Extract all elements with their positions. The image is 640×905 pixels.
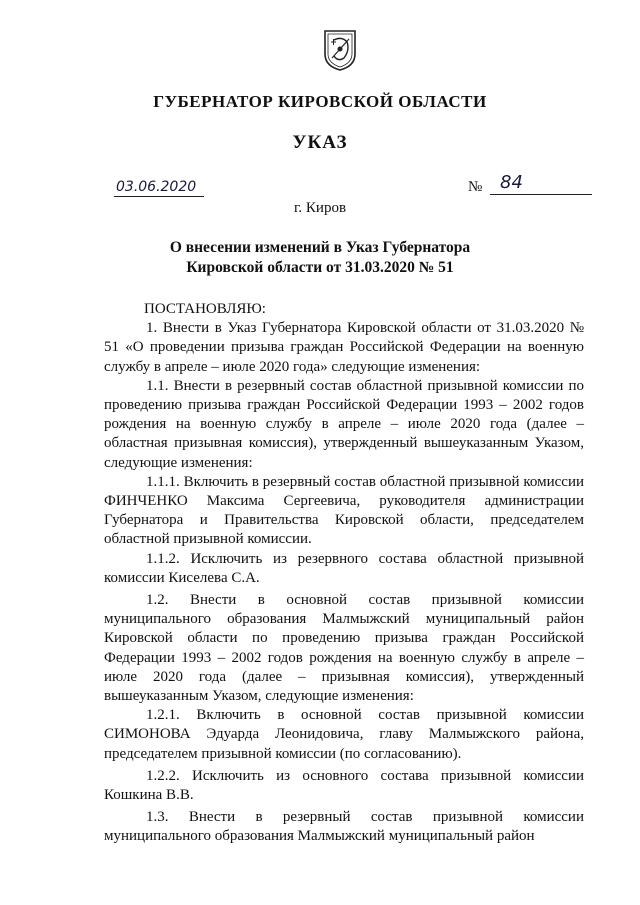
paragraph-1-1: 1.1. Внести в резервный состав областной призывной комиссии по проведению призыва граждан Российской Федерации 1993 – 2002 годов рождения на военную службу в апреле – июле 2020 года (далее – областная призывная комиссия), утвержденный вышеуказанным Указом, следующие изменения: <box>104 377 584 471</box>
paragraph-1-2-2: 1.2.2. Исключить из основного состава призывной комиссии Кошкина В.В. <box>104 767 584 804</box>
document-title <box>0 238 640 278</box>
paragraph-1-3: 1.3. Внести в резервный состав призывной комиссии муниципального образования Малмыжский муниципальный район <box>104 809 584 845</box>
title-line-1: О внесении изменений в Указ Губернатора <box>169 239 471 256</box>
issuing-authority: ГУБЕРНАТОР КИРОВСКОЙ ОБЛАСТИ <box>153 92 487 111</box>
paragraph-1-2: 1.2. Внести в основной состав призывной комиссии муниципального образования Малмыжский муниципальный район Кировской области по проведению призыва граждан Российской Федерации 1993 – 2002 годов рождения на военную службу в апреле – июле 2020 года (далее – призывная комиссия), утвержденный вышеуказанным Указом, следующие изменения: <box>104 592 584 705</box>
document-city: г. Киров <box>293 200 347 216</box>
document-date: 03.06.2020 <box>114 178 204 197</box>
paragraph-1-1-1: 1.1.1. Включить в резервный состав областной призывной комиссии ФИНЧЕНКО Максима Сергеевича, руководителя администрации Губернатора и Правительства Кировской области, председателем областной призывной комиссии. <box>104 473 584 548</box>
paragraph-1-2-1: 1.2.1. Включить в основной состав призывной комиссии СИМОНОВА Эдуарда Леонидовича, главу Малмыжского района, председателем призывной комиссии (по согласованию). <box>104 707 584 762</box>
coat-of-arms-icon <box>322 28 358 72</box>
document-number: 84 <box>490 172 592 195</box>
paragraph-1-1-2: 1.1.2. Исключить из резервного состава областной призывной комиссии Киселева С.А. <box>104 550 584 586</box>
decree-word: ПОСТАНОВЛЯЮ: <box>144 301 266 317</box>
number-sign: № <box>468 179 483 195</box>
document-type: УКАЗ <box>292 132 348 153</box>
document-body <box>104 300 584 847</box>
title-line-2: Кировской области от 31.03.2020 № 51 <box>186 259 454 276</box>
paragraph-1: 1. Внести в Указ Губернатора Кировской области от 31.03.2020 № 51 «О проведении призыва граждан Российской Федерации на военную службу в апреле – июле 2020 года» следующие изменения: <box>104 320 584 375</box>
